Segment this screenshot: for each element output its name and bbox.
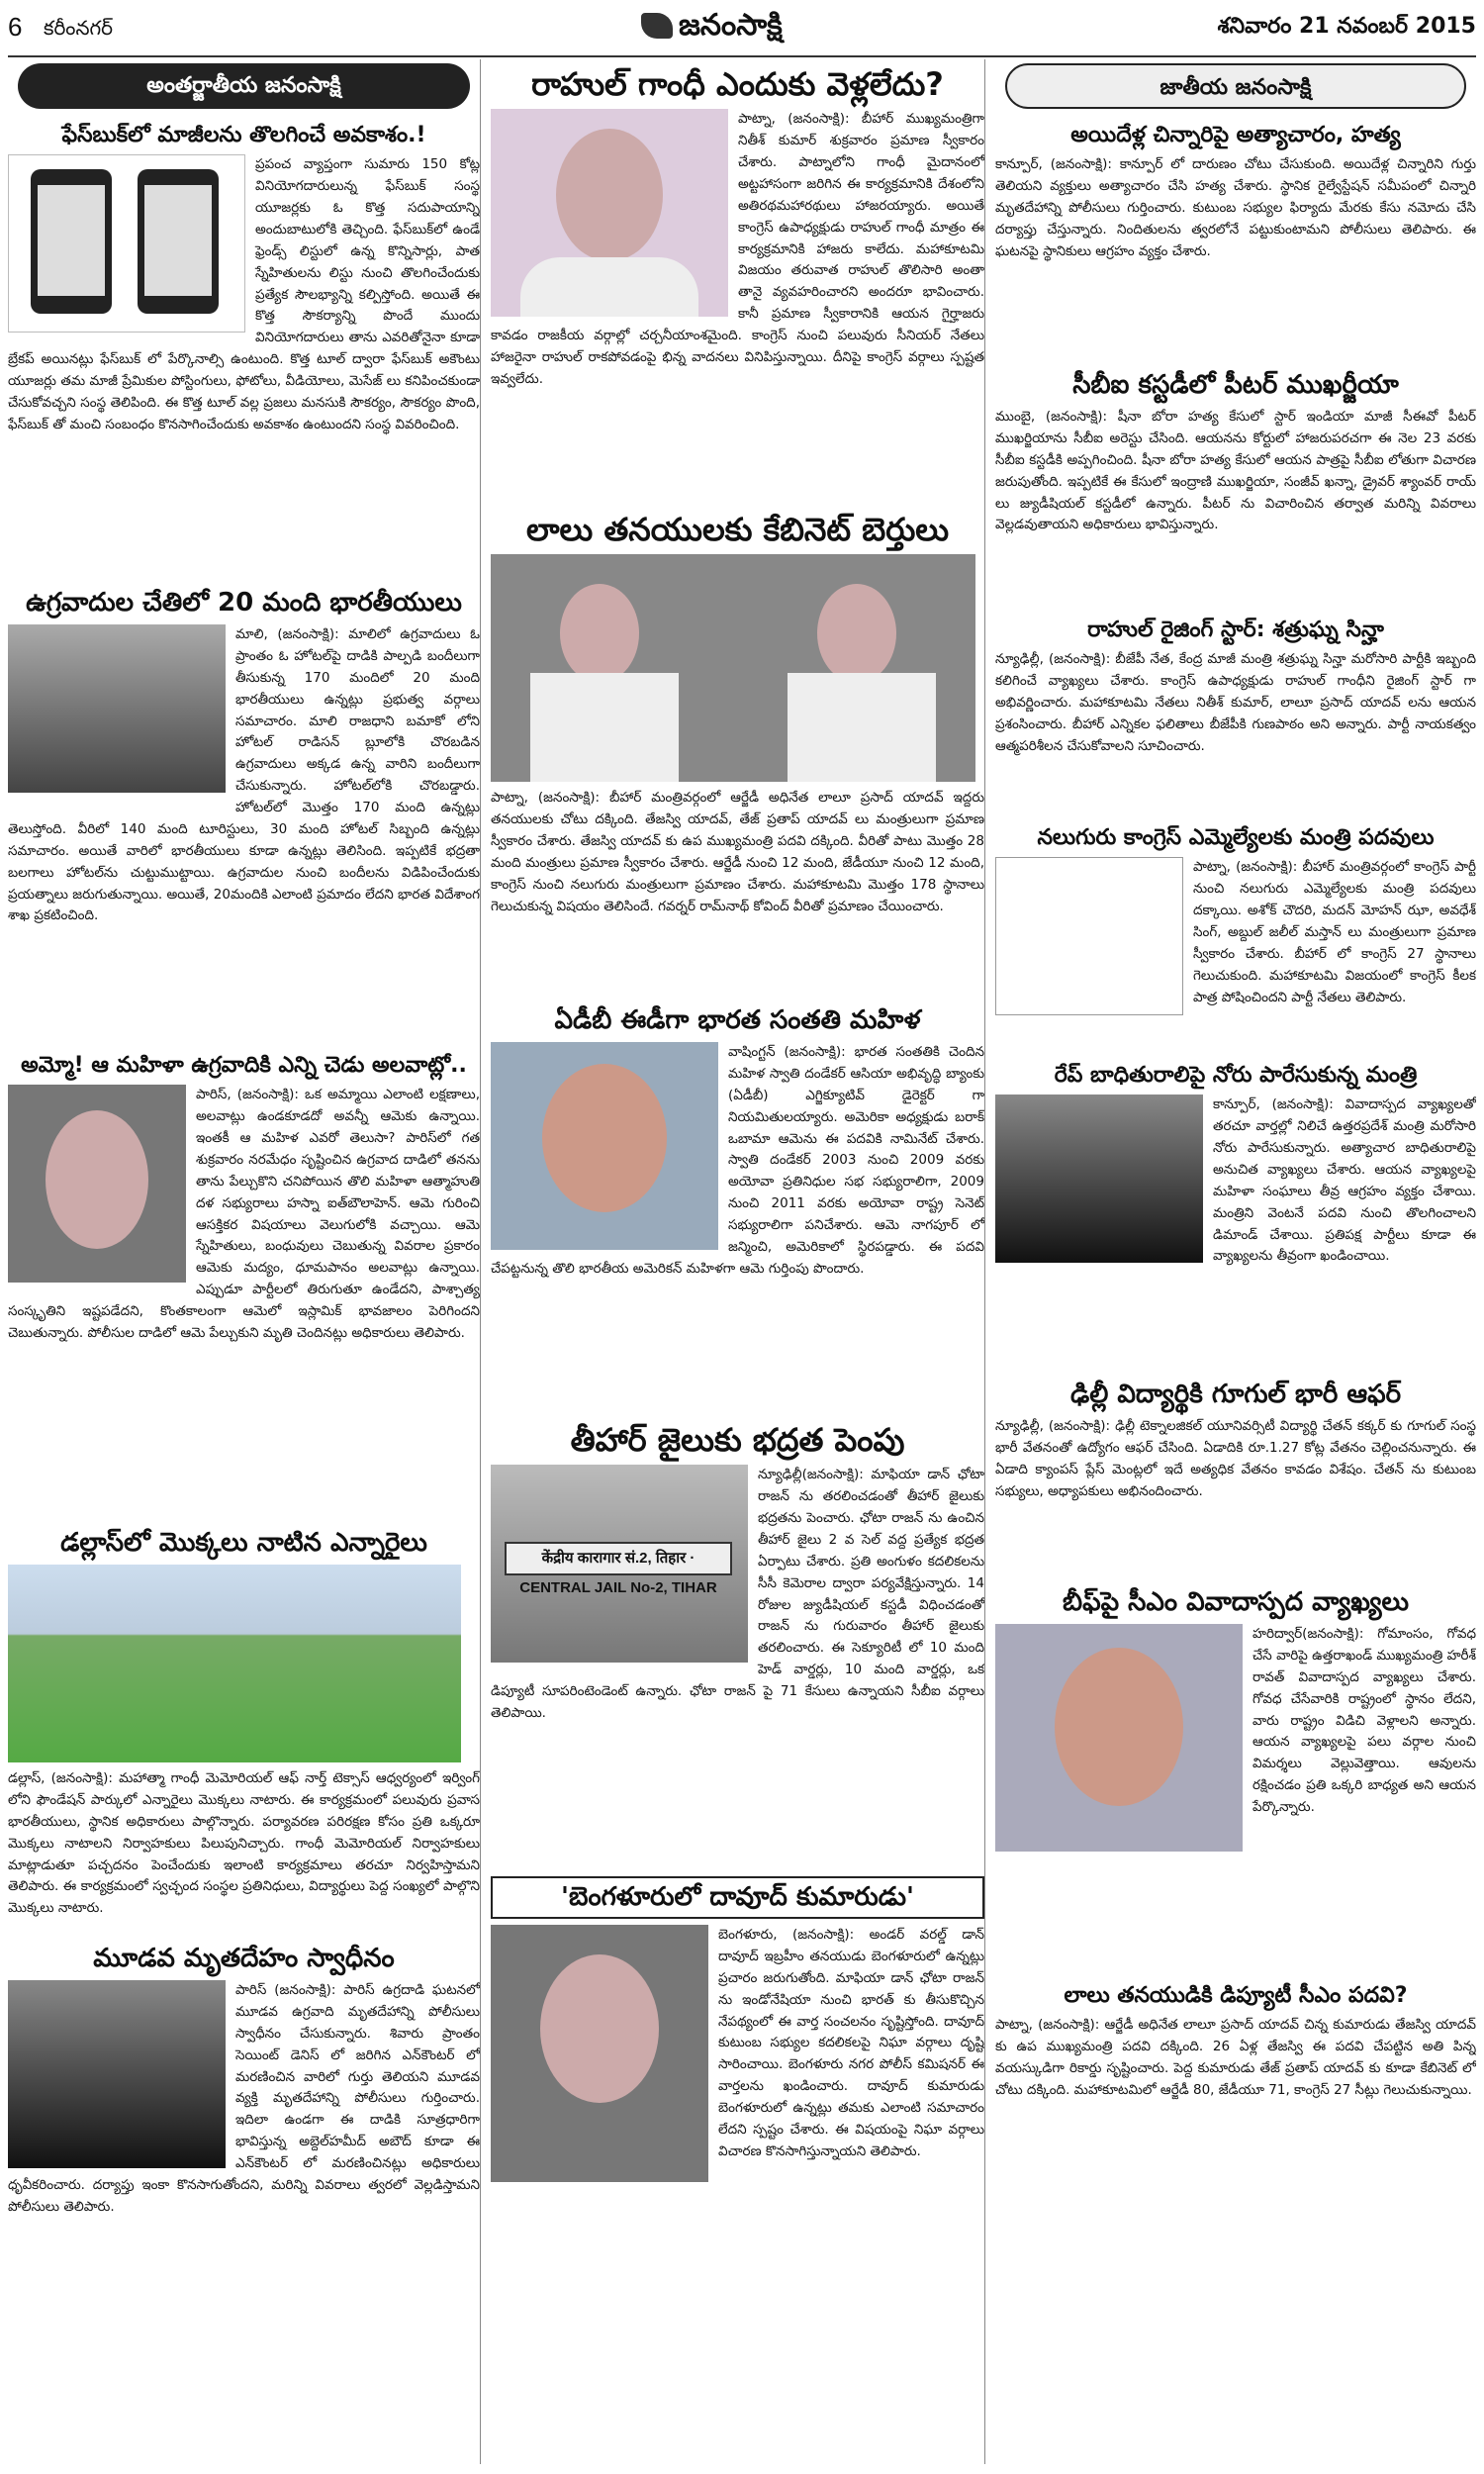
lalu-headline: లాలు తనయులకు కేబినెట్ బెర్తులు: [525, 511, 950, 548]
left-column: [8, 59, 481, 2464]
peter-article: [995, 364, 1476, 612]
peter-headline: సీబీఐ కస్టడీలో పీటర్ ముఖర్జీయా: [1072, 370, 1399, 400]
hostages-headline: ఉగ్రవాదుల చేతిలో 20 మంది భారతీయులు: [26, 588, 462, 618]
rahul-headline: రాహుల్ గాంధీ ఎందుకు వెళ్లలేదు?: [531, 65, 944, 103]
dawood-article: [491, 1870, 984, 2444]
middle-column: [491, 59, 985, 2464]
rahul-article: [491, 59, 984, 505]
facebook-phones-image: [8, 154, 245, 333]
harish-rawat-photo: [995, 1624, 1243, 1852]
swati-dandekar-photo: [491, 1042, 718, 1250]
mali-hotel-image: [8, 624, 226, 793]
tihar-headline: తీహార్ జైలుకు భద్రత పెంపు: [570, 1421, 905, 1459]
girl-article: [995, 117, 1476, 364]
paper-name: జనంసాక్షి: [679, 8, 783, 43]
deputy-cm-article: [995, 1977, 1476, 2205]
woman-article: [8, 1047, 480, 1522]
rising-star-headline: రాహుల్ రైజింగ్ స్టార్: శత్రుఘ్న సిన్హా: [1087, 618, 1384, 642]
swearing-in-photo: [491, 554, 975, 782]
page-header: [8, 6, 1476, 57]
section-name: కరీంనగర్: [44, 16, 113, 40]
adb-article: [491, 999, 984, 1415]
deputy-cm-body: పాట్నా, (జనంసాక్షి): ఆర్జేడీ అధినేత లాలూ ప్రసాద్ యాదవ్ చిన్న కుమారుడు తేజస్వి యాదవ్ కు ఉప ముఖ్యమంత్రి పదవి దక్కింది. 26 ఏళ్ల తేజస్వి ఈ పదవి చేపట్టిన అతి పిన్న వయస్కుడిగా రికార్డు సృష్టించారు. పెద్ద కుమారుడు తేజ్ ప్రతాప్ యాదవ్ కు కూడా కేబినెట్ లో చోటు దక్కింది. మహాకూటమిలో ఆర్జేడీ 80, జేడీయూ 71, కాంగ్రెస్ 27 సీట్లు గెలుచుకున్నాయి.: [995, 2017, 1476, 2098]
tihar-jail-photo: [491, 1465, 748, 1663]
masthead-logo: [641, 8, 783, 49]
rahul-gandhi-photo: [491, 109, 728, 317]
rising-star-body: న్యూఢిల్లీ, (జనంసాక్షి): బీజేపీ నేత, కేంద్ర మాజీ మంత్రి శత్రుఘ్న సిన్హా మరోసారి పార్టీకి ఇబ్బంది కలిగించే వ్యాఖ్యలు చేశారు. కాంగ్రెస్ ఉపాధ్యక్షుడు రాహుల్ గాంధీని రైజింగ్ స్టార్ గా అభివర్ణించారు. మహాకూటమి నేతలు నితీశ్ కుమార్, లాలూ ప్రసాద్ యాదవ్ లను ఆయన ప్రశంసించారు. బీహార్ ఎన్నికల ఫలితాలు బీజేపీకి గుణపాఠం అని అన్నారు. పార్టీ నాయకత్వం ఆత్మపరిశీలన చేసుకోవాలని సూచించారు.: [995, 651, 1476, 754]
rising-star-article: [995, 612, 1476, 819]
facebook-body: ప్రపంచ వ్యాప్తంగా సుమారు 150 కోట్ల వినియోగదారులున్న ఫేస్‌బుక్ సంస్థ యూజర్లకు ఓ కొత్త సదుపాయాన్ని అందుబాటులోకి తెచ్చింది. ఫేస్‌బుక్‌లో ఉండే ఫ్రెండ్స్ లిస్టులో ఉన్న కొన్నిసార్లు, పాత స్నేహితులను లిస్టు నుంచి తొలగించేందుకు ప్రత్యేక సౌలభ్యాన్ని కల్పిస్తోంది. అయితే ఈ కొత్త సౌకర్యాన్ని పొందే ముందు వినియోగదారులు తాను ఎవరితోనైనా కూడా బ్రేకప్ అయినట్లు ఫేస్‌బుక్ లో పేర్కొనాల్సి ఉంటుంది. కొత్త టూల్ ద్వారా ఫేస్‌బుక్ అకౌంటు యూజర్లు తమ మాజీ ప్రేమికుల పోస్టింగులు, ఫోటోలు, వీడియోలు, మెసేజ్ లు కనిపించకుండా చేసుకోవచ్చని సంస్థ తెలిపింది. ఈ కొత్త టూల్ వల్ల ప్రజలు మనసుకి సౌకర్యం, సౌకర్యం పొంది, ఫేస్‌బుక్ తో మంచి సంబంధం కొనసాగించేందుకు అవకాశం ఉంటుందని సంస్థ వివరించింది.: [8, 156, 480, 432]
facebook-headline: ఫేస్‌బుక్‌లో మాజీలను తొలగించే అవకాశం.!: [61, 123, 426, 147]
google-article: [995, 1374, 1476, 1581]
dawood-photo: [491, 1925, 708, 2182]
girl-body: కాన్పూర్, (జనంసాక్షి): కాన్పూర్ లో దారుణం చోటు చేసుకుంది. అయిదేళ్ల చిన్నారిని గుర్తు తెలియని వ్యక్తులు అత్యాచారం చేసి హత్య చేశారు. స్థానిక రైల్వేస్టేషన్ సమీపంలో చిన్నారి మృతదేహాన్ని పోలీసులు గుర్తించారు. కుటుంబ సభ్యుల ఫిర్యాదు మేరకు కేసు నమోదు చేసి దర్యాప్తు చేస్తున్నారు. నిందితులను త్వరలోనే పట్టుకుంటామని పోలీసులు తెలిపారు. ఈ ఘటనపై స్థానికులు ఆగ్రహం వ్యక్తం చేశారు.: [995, 156, 1476, 259]
woman-body: పారిస్, (జనంసాక్షి): ఒక అమ్మాయి ఎలాంటి లక్షణాలు, అలవాట్లు ఉండకూడదో అవన్నీ ఆమెకు ఉన్నాయి. ఇంతకీ ఆ మహిళ ఎవరో తెలుసా? పారిస్‌లో గత శుక్రవారం నరమేధం సృష్టించిన ఉగ్రవాద దాడిలో తనను తాను పేల్చుకొని చనిపోయిన తొలి మహిళా ఆత్మాహుతి దళ సభ్యురాలు హస్నా ఐత్‌బౌలాహెన్. ఆమె గురించి ఆసక్తికర విషయాలు వెలుగులోకి వచ్చాయి. ఆమె స్నేహితులు, బంధువులు చెబుతున్న వివరాల ప్రకారం ఆమెకు మద్యం, ధూమపానం అలవాట్లు ఉన్నాయి. ఎప్పుడూ పార్టీలలో తిరుగుతూ ఉండేదని, పాశ్చాత్య సంస్కృతిని ఇష్టపడేదని, కొంతకాలంగా ఆమెలో ఇస్లామిక్ భావజాలం పెరిగిందని చెబుతున్నారు. పోలీసుల దాడిలో ఆమె పేల్చుకుని మృతి చెందినట్లు అధికారులు తెలిపారు.: [8, 1087, 480, 1341]
google-body: న్యూఢిల్లీ, (జనంసాక్షి): ఢిల్లీ టెక్నాలజికల్ యూనివర్సిటీ విద్యార్థి చేతన్ కక్కర్ కు గూగుల్ సంస్థ భారీ వేతనంతో ఉద్యోగం ఆఫర్ చేసింది. ఏడాదికి రూ.1.27 కోట్ల వేతనం చెల్లించనున్నారు. ఈ ఏడాది క్యాంపస్ ప్లేస్ మెంట్లలో ఇదే అత్యధిక వేతనం కావడం విశేషం. చేతన్ ను కుటుంబ సభ్యులు, అధ్యాపకులు అభినందించారు.: [995, 1418, 1476, 1499]
facebook-article: [8, 117, 480, 582]
minister-article: [995, 1057, 1476, 1374]
girl-headline: అయిదేళ్ల చిన్నారిపై అత్యాచారం, హత్య: [1070, 123, 1401, 147]
congress-hand-symbol: [995, 857, 1183, 1015]
dawood-body: బెంగళూరు, (జనంసాక్షి): అండర్ వరల్డ్ డాన్ దావూద్ ఇబ్రహీం తనయుడు బెంగళూరులో ఉన్నట్లు ప్రచారం జరుగుతోంది. మాఫియా డాన్ ఛోటా రాజన్ ను ఇండోనేషియా నుంచి భారత్ కు తీసుకొచ్చిన నేపథ్యంలో ఈ వార్త సంచలనం సృష్టిస్తోంది. దావూద్ కుటుంబ సభ్యుల కదలికలపై నిఘా వర్గాలు దృష్టి సారించాయి. బెంగళూరు నగర పోలీస్ కమిషనర్ ఈ వార్తలను ఖండించారు. దావూద్ కుమారుడు బెంగళూరులో ఉన్నట్లు తమకు ఎలాంటి సమాచారం లేదని స్పష్టం చేశారు. ఈ విషయంపై నిఘా వర్గాలు విచారణ కొనసాగిస్తున్నాయని తెలిపారు.: [718, 1927, 984, 2159]
logo-icon: [641, 13, 673, 39]
minister-body: కాన్పూర్, (జనంసాక్షి): వివాదాస్పద వ్యాఖ్యలతో తరచూ వార్తల్లో నిలిచే ఉత్తరప్రదేశ్ మంత్రి మరోసారి నోరు పారేసుకున్నారు. అత్యాచార బాధితురాలిపై అనుచిత వ్యాఖ్యలు చేశారు. ఆయన వ్యాఖ్యలపై మహిళా సంఘాలు తీవ్ర ఆగ్రహం వ్యక్తం చేశాయి. మంత్రిని వెంటనే పదవి నుంచి తొలగించాలని డిమాండ్ చేశాయి. ప్రతిపక్ష పార్టీలు కూడా ఈ వ్యాఖ్యలను తీవ్రంగా ఖండించాయి.: [1213, 1096, 1476, 1265]
victim-protest-photo: [995, 1094, 1203, 1263]
issue-date: శనివారం 21 నవంబర్ 2015: [1217, 14, 1476, 39]
right-column: [995, 59, 1476, 2464]
lalu-body: పాట్నా, (జనంసాక్షి): బీహార్ మంత్రివర్గంలో ఆర్జేడీ అధినేత లాలూ ప్రసాద్ యాదవ్ ఇద్దరు తనయులకు చోటు దక్కింది. తేజస్వి యాదవ్, తేజ్ ప్రతాప్ యాదవ్ లు మంత్రులుగా ప్రమాణ స్వీకారం చేశారు. తేజస్వి యాదవ్ కు ఉప ముఖ్యమంత్రి పదవి దక్కింది. వీరితో పాటు మొత్తం 28 మంది మంత్రులు ప్రమాణ స్వీకారం చేశారు. ఆర్జేడీ నుంచి 12 మంది, జేడీయూ నుంచి 12 మంది, కాంగ్రెస్ నుంచి నలుగురు మంత్రులుగా ప్రమాణం చేశారు. మహాకూటమి మొత్తం 178 స్థానాలు గెలుచుకున్న విషయం తెలిసిందే. గవర్నర్ రామ్‌నాథ్ కోవింద్ వీరితో ప్రమాణం చేయించారు.: [491, 790, 984, 914]
rahul-body: పాట్నా, (జనంసాక్షి): బీహార్ ముఖ్యమంత్రిగా నితీశ్ కుమార్ శుక్రవారం ప్రమాణ స్వీకారం చేశారు. పాట్నాలోని గాంధీ మైదానంలో అట్టహాసంగా జరిగిన ఈ కార్యక్రమానికి దేశంలోని అతిరథమహారథులు హాజరయ్యారు. అయితే కాంగ్రెస్ ఉపాధ్యక్షుడు రాహుల్ గాంధీ మాత్రం ఈ కార్యక్రమానికి హాజరు కాలేదు. మహాకూటమి విజయం తరువాత రాహుల్ తొలిసారి అంతా తానై వ్యవహరించారని అందరూ భావించారు. కానీ ప్రమాణ స్వీకారానికి ఆయన గైర్హాజరు కావడం రాజకీయ వర్గాల్లో చర్చనీయాంశమైంది. కాంగ్రెస్ నుంచి పలువురు సీనియర్ నేతలు హాజరైనా రాహుల్ రాకపోవడంపై భిన్న వాదనలు వినిపిస్తున్నాయి. దీనిపై కాంగ్రెస్ వర్గాలు స్పష్టత ఇవ్వలేదు.: [491, 111, 984, 387]
google-headline: ఢిల్లీ విద్యార్థికి గూగుల్ భారీ ఆఫర్: [1070, 1380, 1401, 1409]
congress-article: [995, 819, 1476, 1057]
dawood-headline: 'బెంగళూరులో దావూద్ కుమారుడు': [491, 1876, 984, 1919]
woman-photo: [8, 1085, 186, 1283]
tree-planting-photo: [8, 1565, 461, 1762]
international-banner: అంతర్జాతీయ జనంసాక్షి: [18, 63, 470, 109]
beef-article: [995, 1581, 1476, 1977]
jail-signboard: केंद्रीय कारागार सं.2, तिहार · CENTRAL JAIL No-2, TIHAR: [505, 1542, 732, 1575]
dallas-body: డల్లాస్, (జనంసాక్షి): మహాత్మా గాంధీ మెమోరియల్ ఆఫ్ నార్త్ టెక్సాస్ ఆధ్వర్యంలో ఇర్వింగ్ లోని ఫౌండేషన్ పార్కులో ఎన్నారైలు మొక్కలు నాటారు. ఈ కార్యక్రమంలో పలువురు ప్రవాస భారతీయులు, స్థానిక అధికారులు పాల్గొన్నారు. పర్యావరణ పరిరక్షణ కోసం ప్రతి ఒక్కరూ మొక్కలు నాటాలని నిర్వాహకులు పిలుపునిచ్చారు. గాంధీ మెమోరియల్ నిర్వాహకులు మాట్లాడుతూ పచ్చదనం పెంచేందుకు ఇలాంటి కార్యక్రమాలు తరచూ నిర్వహిస్తామని తెలిపారు. ఈ కార్యక్రమంలో స్వచ్ఛంద సంస్థల ప్రతినిధులు, విద్యార్థులు పెద్ద సంఖ్యలో పాల్గొని మొక్కలు నాటారు.: [8, 1770, 480, 1917]
congress-body: పాట్నా, (జనంసాక్షి): బీహార్ మంత్రివర్గంలో కాంగ్రెస్ పార్టీ నుంచి నలుగురు ఎమ్మెల్యేలకు మంత్రి పదవులు దక్కాయి. అశోక్ చౌదరి, మదన్ మోహన్ ఝా, అవధేశ్ సింగ్, అబ్దుల్ జలీల్ మస్తాన్ లు మంత్రులుగా ప్రమాణ స్వీకారం చేశారు. బీహార్ లో కాంగ్రెస్ 27 స్థానాలు గెలుచుకుంది. మహాకూటమి విజయంలో కాంగ్రెస్ కీలక పాత్ర పోషించిందని పార్టీ నేతలు తెలిపారు.: [1193, 859, 1476, 1005]
third-body-body: పారిస్ (జనంసాక్షి): పారిస్ ఉగ్రదాడి ఘటనలో మూడవ ఉగ్రవాది మృతదేహాన్ని పోలీసులు స్వాధీనం చేసుకున్నారు. శివారు ప్రాంతం సెయింట్ డెనిస్ లో జరిగిన ఎన్‌కౌంటర్ లో మరణించిన వారిలో గుర్తు తెలియని మూడవ వ్యక్తి మృతదేహాన్ని పోలీసులు గుర్తించారు. ఇదిలా ఉండగా ఈ దాడికి సూత్రధారిగా భావిస్తున్న అబ్దెల్‌హమీద్ అబౌద్ కూడా ఈ ఎన్‌కౌంటర్ లో మరణించినట్లు అధికారులు ధృవీకరించారు. దర్యాప్తు ఇంకా కొనసాగుతోందని, మరిన్ని వివరాలు త్వరలో వెల్లడిస్తామని పోలీసులు తెలిపారు.: [8, 1982, 480, 2215]
minister-headline: రేప్ బాధితురాలిపై నోరు పారేసుకున్న మంత్రి: [1054, 1063, 1418, 1088]
hostages-article: [8, 582, 480, 1047]
page-number: 6: [8, 12, 23, 42]
dallas-headline: డల్లాస్‌లో మొక్కలు నాటిన ఎన్నారైలు: [60, 1528, 427, 1558]
woman-headline: అమ్మో! ఆ మహిళా ఉగ్రవాదికి ఎన్ని చెడు అలవాట్లో..: [21, 1053, 467, 1078]
tihar-body: న్యూఢిల్లీ(జనంసాక్షి): మాఫియా డాన్ ఛోటా రాజన్ ను తరలించడంతో తీహార్ జైలుకు భద్రతను పెంచారు. ఛోటా రాజన్ ను ఉంచిన తీహార్ జైలు 2 వ సెల్ వద్ద ప్రత్యేక భద్రత ఏర్పాటు చేశారు. ప్రతి అంగుళం కదలికలను సీసీ కెమెరాల ద్వారా పర్యవేక్షిస్తున్నారు. 14 రోజుల జ్యుడీషియల్ కస్టడీ విధించడంతో రాజన్ ను గురువారం తీహార్ జైలుకు తరలించారు. ఈ సెక్యూరిటీ లో 10 మంది హెడ్ వార్డర్లు, 10 మంది వార్డర్లు, ఒక డిప్యూటీ సూపరింటెండెంట్ ఉన్నారు. ఛోటా రాజన్ పై 71 కేసులు ఉన్నాయని సీబీఐ వర్గాలు తెలిపాయి.: [491, 1467, 984, 1721]
beef-headline: బీఫ్‌పై సీఎం వివాదాస్పద వ్యాఖ్యలు: [1063, 1587, 1409, 1617]
paris-police-photo: [8, 1980, 226, 2168]
lalu-article: [491, 505, 984, 999]
national-banner: జాతీయ జనంసాక్షి: [1005, 63, 1466, 109]
deputy-cm-headline: లాలు తనయుడికి డిప్యూటీ సీఎం పదవి?: [1064, 1983, 1408, 2008]
dallas-article: [8, 1522, 480, 1938]
third-body-headline: మూడవ మృతదేహం స్వాధీనం: [93, 1944, 395, 1973]
hostages-body: మాలి, (జనంసాక్షి): మాలిలో ఉగ్రవాదులు ఓ ప్రాంతం ఓ హోటల్‌పై దాడికి పాల్పడి బందీలుగా తీసుకున్న 170 మందిలో 20 మంది భారతీయులు ఉన్నట్లు ప్రభుత్వ వర్గాలు సమాచారం. మాలి రాజధాని బమాకో లోని హోటల్ రాడిసన్ బ్లూలోకి చొరబడిన ఉగ్రవాదులు అక్కడ ఉన్న వారిని బందీలుగా చేసుకున్నారు. హోటల్‌లోకి చొరబడ్డారు. హోటల్‌లో మొత్తం 170 మంది ఉన్నట్లు తెలుస్తోంది. వీరిలో 140 మంది టూరిస్టులు, 30 మంది హోటల్ సిబ్బంది ఉన్నట్లు సమాచారం. అయితే వారిలో భారతీయులు కూడా ఉన్నట్లు తెలిసింది. ఇప్పటికే భద్రతా బలగాలు హోటల్‌ను చుట్టుముట్టాయి. ఉగ్రవాదుల నుంచి బందీలను విడిపించేందుకు ప్రయత్నాలు జరుగుతున్నాయి. అయితే, 20మందికి ఎలాంటి ప్రమాదం లేదని భారత విదేశాంగ శాఖ ప్రకటించింది.: [8, 626, 480, 924]
tihar-article: [491, 1415, 984, 1870]
beef-body: హరిద్వార్(జనంసాక్షి): గోమాంసం, గోవధ చేసే వారిపై ఉత్తరాఖండ్ ముఖ్యమంత్రి హరీశ్ రావత్ వివాదాస్పద వ్యాఖ్యలు చేశారు. గోవధ చేసేవారికి రాష్ట్రంలో స్థానం లేదని, వారు రాష్ట్రం విడిచి వెళ్లాలని అన్నారు. ఆయన వ్యాఖ్యలపై పలు వర్గాల నుంచి విమర్శలు వెల్లువెత్తాయి. ఆవులను రక్షించడం ప్రతి ఒక్కరి బాధ్యత అని ఆయన పేర్కొన్నారు.: [1252, 1626, 1476, 1816]
peter-body: ముంబై, (జనంసాక్షి): షీనా బోరా హత్య కేసులో స్టార్ ఇండియా మాజీ సీఈవో పీటర్ ముఖర్జియాను సీబీఐ అరెస్టు చేసింది. ఆయనను కోర్టులో హాజరుపరచగా ఈ నెల 23 వరకు సీబీఐ కస్టడీకి అప్పగించింది. షీనా బోరా హత్య కేసులో ఆయన పాత్రపై సీబీఐ లోతుగా విచారణ జరుపుతోంది. ఇప్పటికే ఈ కేసులో ఇంద్రాణి ముఖర్జియా, సంజీవ్ ఖన్నా, డ్రైవర్ శ్యాంవర్ రాయ్ లు జ్యుడీషియల్ కస్టడీలో ఉన్నారు. పీటర్ ను విచారించిన తర్వాత మరిన్ని వివరాలు వెల్లడవుతాయని అధికారులు భావిస్తున్నారు.: [995, 409, 1476, 533]
congress-headline: నలుగురు కాంగ్రెస్ ఎమ్మెల్యేలకు మంత్రి పదవులు: [1037, 825, 1435, 850]
third-body-article: [8, 1938, 480, 2452]
adb-body: వాషింగ్టన్ (జనంసాక్షి): భారత సంతతికి చెందిన మహిళ స్వాతి దండేకర్ ఆసియా అభివృద్ధి బ్యాంకు (ఏడీబీ) ఎగ్జిక్యూటివ్ డైరెక్టర్ గా నియమితులయ్యారు. అమెరికా అధ్యక్షుడు బరాక్ ఒబామా ఆమెను ఈ పదవికి నామినేట్ చేశారు. స్వాతి దండేకర్ 2003 నుంచి 2009 వరకు అయోవా ప్రతినిధుల సభ సభ్యురాలిగా, 2009 నుంచి 2011 వరకు అయోవా రాష్ట్ర సెనెట్ సభ్యురాలిగా పనిచేశారు. ఆమె నాగపూర్ లో జన్మించి, అమెరికాలో స్థిరపడ్డారు. ఈ పదవి చేపట్టనున్న తొలి భారతీయ అమెరికన్ మహిళగా ఆమె గుర్తింపు పొందారు.: [491, 1044, 984, 1277]
adb-headline: ఏడీబీ ఈడీగా భారత సంతతి మహిళ: [554, 1005, 921, 1035]
